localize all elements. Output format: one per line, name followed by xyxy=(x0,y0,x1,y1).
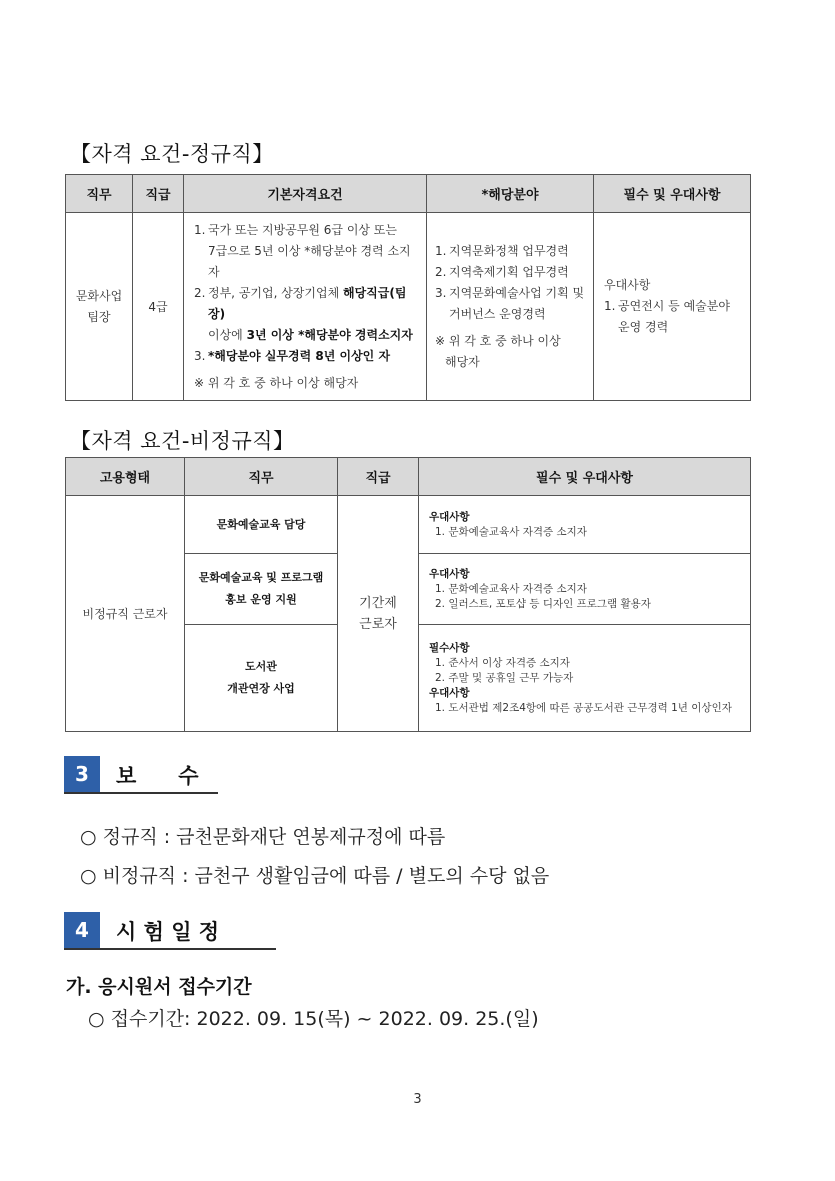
salary-bullet: ○ 정규직 : 금천문화재단 연봉제규정에 따름 xyxy=(80,826,446,848)
section-title-nonregular: 【자격 요건-비정규직】 xyxy=(70,429,295,453)
table-header-row xyxy=(66,175,751,213)
field-item: 2. 지역축제기획 업무경력 xyxy=(435,264,569,279)
heading-underline xyxy=(64,948,276,950)
header-preferences: 필수 및 우대사항 xyxy=(419,458,751,496)
header-job: 직무 xyxy=(185,458,338,496)
grade-cell: 기간제 근로자 xyxy=(338,496,419,732)
job-cell xyxy=(66,213,133,401)
table-row xyxy=(66,213,751,401)
header-basic-requirements: 기본자격요건 xyxy=(184,175,427,213)
preferences-cell: 필수사항 1. 준사서 이상 자격증 소지자 2. 주말 및 공휴일 근무 가능자 우대사항 1. 도서관법 제2조4항에 따른 공공도서관 근무경력 1년 이상인자 xyxy=(419,625,751,732)
header-preferences: 필수 및 우대사항 xyxy=(594,175,751,213)
requirement-note: ※ 위 각 호 중 하나 이상 해당자 xyxy=(194,375,359,390)
preferences-cell: 우대사항 1. 문화예술교육사 자격증 소지자 2. 일러스트, 포토샵 등 디자인 프로그램 활용자 xyxy=(419,554,751,625)
job-line: 문화사업 xyxy=(75,288,123,303)
salary-bullet: ○ 비정규직 : 금천구 생활임금에 따름 / 별도의 수당 없음 xyxy=(80,865,550,887)
header-employment-type: 고용형태 xyxy=(66,458,185,496)
section-number-badge: 3 xyxy=(64,756,100,792)
job-line: 팀장 xyxy=(87,309,111,324)
field-cell xyxy=(427,213,594,401)
requirement-item: 1. 국가 또는 지방공무원 6급 이상 또는 7급으로 5년 이상 *해당분야 경력 소지자 xyxy=(194,222,411,279)
header-grade: 직급 xyxy=(338,458,419,496)
page-number: 3 xyxy=(413,1092,422,1107)
preference-label: 우대사항 xyxy=(604,278,651,292)
field-note: ※ 위 각 호 중 하나 이상 해당자 xyxy=(435,333,561,369)
employment-type-cell: 비정규직 근로자 xyxy=(66,496,185,732)
grade-cell: 4급 xyxy=(133,213,184,401)
header-job: 직무 xyxy=(66,175,133,213)
section-number-badge: 4 xyxy=(64,912,100,948)
field-item: 3. 지역문화예술사업 기획 및 거버넌스 운영경력 xyxy=(435,285,585,321)
regular-requirements-table xyxy=(65,174,751,401)
section-heading-schedule: 시 험 일 정 xyxy=(116,920,220,944)
section-heading-salary: 보 수 xyxy=(116,764,199,788)
section-title-regular: 【자격 요건-정규직】 xyxy=(70,142,274,166)
requirement-item: 3. *해당분야 실무경력 8년 이상인 자 xyxy=(194,348,391,363)
preference-item: 1. 공연전시 등 예술분야 운영 경력 xyxy=(604,299,730,334)
basic-requirements-cell xyxy=(184,213,427,401)
job-cell: 문화예술교육 및 프로그램 홍보 운영 지원 xyxy=(185,554,338,625)
preferences-cell xyxy=(594,213,751,401)
header-field: *해당분야 xyxy=(427,175,594,213)
requirement-item: 2. 정부, 공기업, 상장기업체 해당직급(팀장) 이상에 3년 이상 *해당분야 경력소지자 xyxy=(194,285,413,342)
subheading-application-period: 가. 응시원서 접수기간 xyxy=(66,976,252,998)
heading-underline xyxy=(64,792,218,794)
nonregular-requirements-table xyxy=(65,457,751,732)
application-period-bullet: ○ 접수기간: 2022. 09. 15(목) ~ 2022. 09. 25.(일) xyxy=(88,1008,539,1030)
job-cell: 문화예술교육 담당 xyxy=(185,496,338,554)
header-grade: 직급 xyxy=(133,175,184,213)
table-row xyxy=(66,496,751,554)
job-cell: 도서관 개관연장 사업 xyxy=(185,625,338,732)
field-item: 1. 지역문화정책 업무경력 xyxy=(435,243,569,258)
preferences-cell: 우대사항 1. 문화예술교육사 자격증 소지자 xyxy=(419,496,751,554)
table-header-row xyxy=(66,458,751,496)
